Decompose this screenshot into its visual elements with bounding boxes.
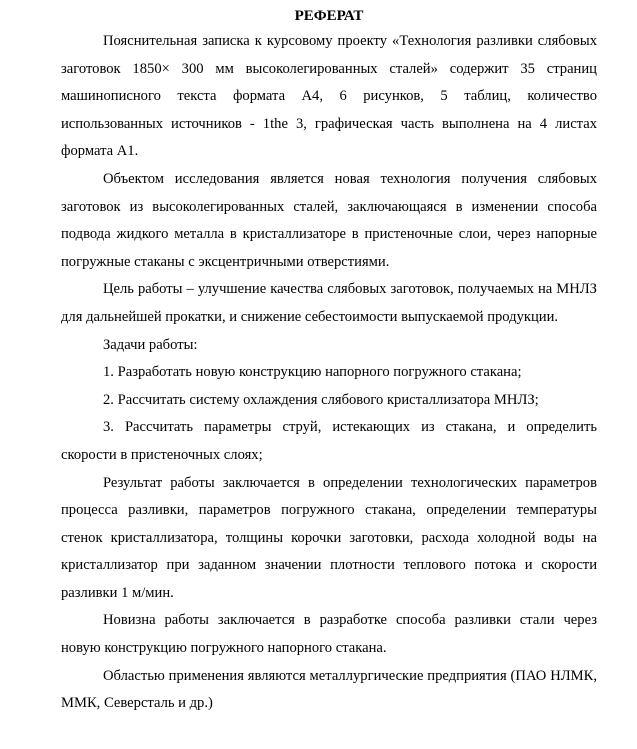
paragraph-task-3: 3. Рассчитать параметры струй, истекающих из стакана, и определить скорости в пристеночных слоях; [61,419,597,463]
paragraph-goal: Цель работы – улучшение качества слябовых заготовок, получаемых на МНЛЗ для дальнейшей прокатки, и снижение себестоимости выпускаемой продукции. [61,281,597,325]
paragraph-summary: Пояснительная записка к курсовому проекту «Технология разливки слябовых заготовок 1850× 300 мм высоколегированных сталей» содержит 35 страниц машинописного текста формата А4, 6 рисунков, 5 таблиц, количество использованных источников - 1the 3, графическая часть выполнена на 4 листах формата А1. [61,33,597,160]
document-page [61,4,597,718]
paragraph-task-1: 1. Разработать новую конструкцию напорного погружного стакана; [103,364,522,381]
paragraph-tasks-heading: Задачи работы: [103,336,198,353]
paragraph-task-2: 2. Рассчитать систему охлаждения слябового кристаллизатора МНЛЗ; [103,391,539,408]
paragraph-application: Областью применения являются металлургические предприятия (ПАО НЛМК, ММК, Северсталь и др.) [61,667,597,712]
paragraph-result: Результат работы заключается в определении технологических параметров процесса разливки, параметров погружного стакана, определении температуры стенок кристаллизатора, толщины корочки заготовки, расхода холодной воды на кристаллизатор при заданном значении плотности теплового потока и скорости разливки 1 м/мин. [61,474,597,601]
paragraph-novelty: Новизна работы заключается в разработке способа разливки стали через новую конструкцию погружного напорного стакана. [61,612,597,657]
paragraph-object: Объектом исследования является новая технология получения слябовых заготовок из высоколегированных сталей, заключающаяся в изменении способа подвода жидкого металла в кристаллизаторе в пристеночные слои, через напорные погружные стаканы с эксцентричными отверстиями. [61,170,597,270]
document-title: РЕФЕРАТ [294,8,364,24]
